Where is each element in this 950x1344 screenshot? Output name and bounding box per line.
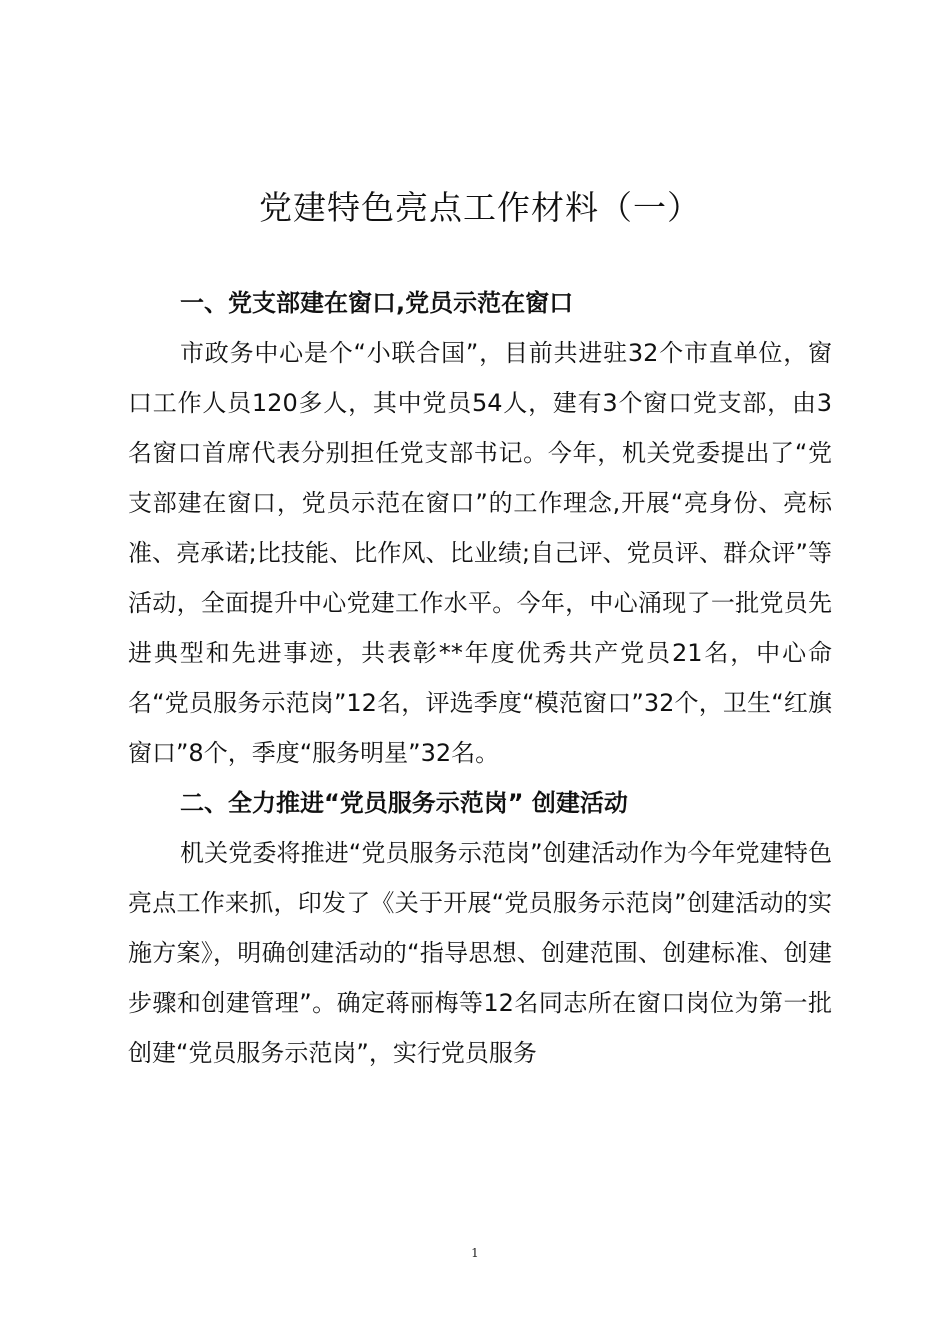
page-number: 1: [471, 1246, 479, 1260]
document-body: [128, 278, 832, 1078]
section-paragraph-1: 市政务中心是个“小联合国”，目前共进驻32个市直单位，窗口工作人员120多人，其中党员54人，建有3个窗口党支部，由3名窗口首席代表分别担任党支部书记。今年，机关党委提出了“党支部建在窗口，党员示范在窗口”的工作理念,开展“亮身份、亮标准、亮承诺;比技能、比作风、比业绩;自己评、党员评、群众评”等活动，全面提升中心党建工作水平。今年，中心涌现了一批党员先进典型和先进事迹，共表彰**年度优秀共产党员21名，中心命名“党员服务示范岗”12名，评选季度“模范窗口”32个，卫生“红旗窗口”8个，季度“服务明星”32名。: [128, 339, 832, 767]
section-paragraph-2: 机关党委将推进“党员服务示范岗”创建活动作为今年党建特色亮点工作来抓，印发了《关于开展“党员服务示范岗”创建活动的实施方案》，明确创建活动的“指导思想、创建范围、创建标准、创建步骤和创建管理”。确定蒋丽梅等12名同志所在窗口岗位为第一批创建“党员服务示范岗”，实行党员服务: [128, 839, 832, 1067]
document-title: 党建特色亮点工作材料（一）: [259, 188, 701, 227]
section-heading-2: 二、全力推进“党员服务示范岗” 创建活动: [180, 789, 628, 817]
section-heading-1: 一、党支部建在窗口,党员示范在窗口: [180, 289, 574, 317]
